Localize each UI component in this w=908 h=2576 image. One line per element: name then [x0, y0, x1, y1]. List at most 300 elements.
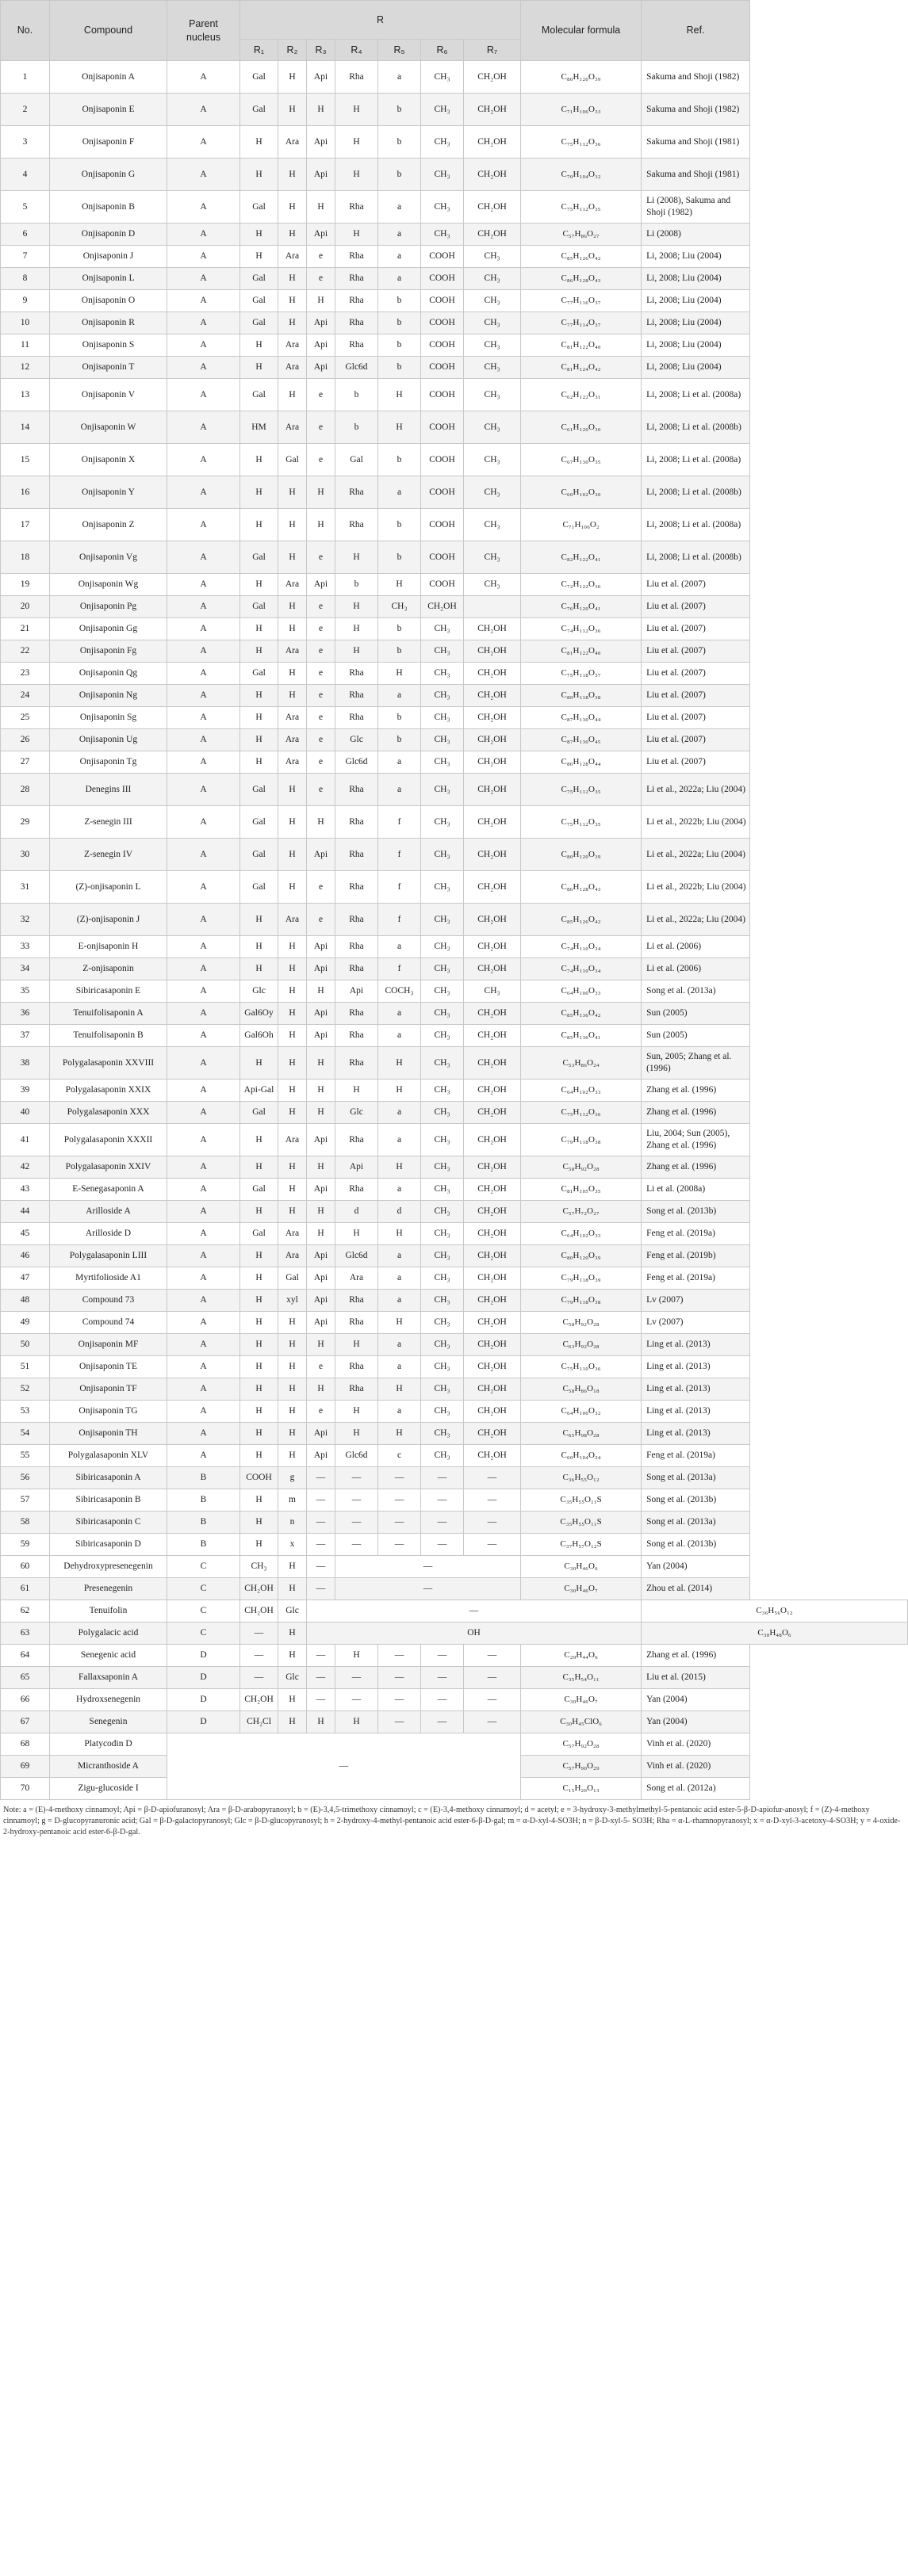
- cell-no: 48: [1, 1290, 50, 1312]
- cell-r3-r7: OH: [307, 1622, 642, 1645]
- cell-formula: C₆₅H₉₈O₂₈: [521, 1423, 642, 1445]
- cell-parent: A: [167, 126, 240, 159]
- cell-r3: e: [307, 871, 335, 904]
- cell-r1: H: [240, 751, 278, 774]
- cell-compound: Onjisaponin W: [50, 411, 167, 444]
- cell-r2: H: [278, 541, 307, 574]
- cell-r6: CH₃: [421, 61, 464, 94]
- cell-ref: Song et al. (2013b): [642, 1201, 750, 1223]
- cell-r3: Api: [307, 126, 335, 159]
- cell-r7: CH₂OH: [464, 1156, 521, 1179]
- cell-r3: —: [307, 1667, 335, 1689]
- cell-no: 68: [1, 1733, 50, 1756]
- cell-ref: Li et al., 2022a; Liu (2004): [642, 774, 750, 806]
- table-row: [1, 1423, 908, 1445]
- cell-r4: —: [335, 1489, 378, 1512]
- cell-parent: A: [167, 1378, 240, 1401]
- cell-parent: A: [167, 618, 240, 640]
- cell-r4: Glc6d: [335, 1245, 378, 1267]
- cell-parent: A: [167, 1124, 240, 1156]
- cell-parent: A: [167, 541, 240, 574]
- cell-no: 61: [1, 1578, 50, 1600]
- cell-r5: a: [378, 936, 421, 958]
- cell-ref: Li, 2008; Liu (2004): [642, 290, 750, 312]
- cell-r2: Ara: [278, 1223, 307, 1245]
- cell-r1: —: [240, 1622, 278, 1645]
- cell-r7: CH₂OH: [464, 729, 521, 751]
- cell-r7: CH₂OH: [464, 1201, 521, 1223]
- cell-formula: C₅₈H₈₆O₁₈: [521, 1378, 642, 1401]
- cell-formula: C₇₅H₁₁₂O₃₆: [521, 1102, 642, 1124]
- cell-r1: H: [240, 224, 278, 246]
- cell-r7: CH₂OH: [464, 1102, 521, 1124]
- cell-r1: H: [240, 1047, 278, 1080]
- cell-compound: Onjisaponin V: [50, 379, 167, 411]
- cell-r4: b: [335, 411, 378, 444]
- cell-r5: b: [378, 541, 421, 574]
- cell-r6: COOH: [421, 290, 464, 312]
- cell-r6: CH₃: [421, 839, 464, 871]
- table-row: [1, 1600, 908, 1622]
- cell-compound: Onjisaponin S: [50, 334, 167, 357]
- cell-r3: H: [307, 806, 335, 839]
- cell-r3: Api: [307, 1423, 335, 1445]
- cell-ref: Liu et al. (2007): [642, 618, 750, 640]
- cell-compound: Sibiricasaponin D: [50, 1534, 167, 1556]
- cell-no: 1: [1, 61, 50, 94]
- cell-compound: Polygalasaponin XXVIII: [50, 1047, 167, 1080]
- cell-compound: Sibiricasaponin E: [50, 980, 167, 1003]
- cell-r6: CH₃: [421, 806, 464, 839]
- cell-parent: A: [167, 509, 240, 541]
- table-row: [1, 246, 908, 268]
- cell-r1: H: [240, 159, 278, 191]
- table-row: [1, 509, 908, 541]
- cell-formula: C₈₀H₁₁₈O₃₈: [521, 685, 642, 707]
- cell-ref: Ling et al. (2013): [642, 1423, 750, 1445]
- cell-no: 20: [1, 596, 50, 618]
- cell-no: 45: [1, 1223, 50, 1245]
- cell-formula: C₇₀H₁₀₄O₃₂: [521, 159, 642, 191]
- cell-r5: b: [378, 707, 421, 729]
- cell-compound: Onjisaponin O: [50, 290, 167, 312]
- cell-r6: CH₃: [421, 1080, 464, 1102]
- cell-r3: e: [307, 268, 335, 290]
- cell-ref: Li, 2008; Li et al. (2008b): [642, 476, 750, 509]
- cell-formula: C₃₀H₄₅ClO₆: [521, 1711, 642, 1733]
- table-row: [1, 1556, 908, 1578]
- cell-ref: Song et al. (2013b): [642, 1534, 750, 1556]
- cell-compound: Onjisaponin F: [50, 126, 167, 159]
- table-row: [1, 1179, 908, 1201]
- cell-r4: Rha: [335, 663, 378, 685]
- cell-ref: Li (2008), Sakuma and Shoji (1982): [642, 191, 750, 224]
- cell-parent: A: [167, 334, 240, 357]
- cell-parent: A: [167, 379, 240, 411]
- cell-r7: CH₂OH: [464, 1223, 521, 1245]
- cell-r6: CH₃: [421, 126, 464, 159]
- cell-no: 58: [1, 1512, 50, 1534]
- cell-compound: Z-onjisaponin: [50, 958, 167, 980]
- cell-r1: H: [240, 509, 278, 541]
- cell-r7: CH₂OH: [464, 1267, 521, 1290]
- cell-r4: H: [335, 1223, 378, 1245]
- cell-r6: CH₃: [421, 1356, 464, 1378]
- cell-r7: CH₂OH: [464, 1179, 521, 1201]
- cell-r7: CH₂OH: [464, 640, 521, 663]
- cell-formula: C₂₉H₄₄O₆: [521, 1645, 642, 1667]
- cell-r4: Rha: [335, 290, 378, 312]
- cell-r3: H: [307, 1201, 335, 1223]
- cell-compound: Presenegenin: [50, 1578, 167, 1600]
- cell-formula: C₈₂H₁₂₂O₄₁: [521, 541, 642, 574]
- cell-compound: Onjisaponin Fg: [50, 640, 167, 663]
- cell-r7: CH₃: [464, 980, 521, 1003]
- cell-r3: Api: [307, 159, 335, 191]
- table-row: [1, 1667, 908, 1689]
- cell-formula: C₈₅H₁₃₆O₄₁: [521, 1025, 642, 1047]
- cell-r2: H: [278, 958, 307, 980]
- cell-r6: CH₃: [421, 936, 464, 958]
- cell-compound: E-onjisaponin H: [50, 936, 167, 958]
- cell-compound: Onjisaponin Gg: [50, 618, 167, 640]
- cell-r3: Api: [307, 958, 335, 980]
- cell-r4: Rha: [335, 1025, 378, 1047]
- header-r5: R₅: [378, 40, 421, 61]
- cell-formula: C₆₀H₁₀₂O₃₀: [521, 476, 642, 509]
- cell-parent: D: [167, 1689, 240, 1711]
- cell-r5: f: [378, 839, 421, 871]
- cell-compound: Onjisaponin T: [50, 357, 167, 379]
- cell-r7: CH₂OH: [464, 904, 521, 936]
- cell-r5: —: [378, 1689, 421, 1711]
- cell-r3: H: [307, 1080, 335, 1102]
- cell-ref: Song et al. (2013b): [642, 1489, 750, 1512]
- table-row: [1, 476, 908, 509]
- cell-r7: CH₃: [464, 541, 521, 574]
- cell-r5: a: [378, 1179, 421, 1201]
- cell-no: 9: [1, 290, 50, 312]
- cell-r1: H: [240, 1356, 278, 1378]
- cell-r6: CH₃: [421, 904, 464, 936]
- cell-r7: CH₂OH: [464, 1356, 521, 1378]
- cell-r3: Api: [307, 1179, 335, 1201]
- cell-no: 36: [1, 1003, 50, 1025]
- table-row: [1, 1356, 908, 1378]
- cell-r1: H: [240, 640, 278, 663]
- table-row: [1, 596, 908, 618]
- cell-r6: COOH: [421, 334, 464, 357]
- cell-r1: H: [240, 904, 278, 936]
- cell-r2: H: [278, 1356, 307, 1378]
- cell-r6: COOH: [421, 411, 464, 444]
- cell-r3: e: [307, 411, 335, 444]
- table-row: [1, 936, 908, 958]
- table-row: [1, 751, 908, 774]
- cell-r5: b: [378, 94, 421, 126]
- cell-r4: H: [335, 640, 378, 663]
- cell-r4: Api: [335, 980, 378, 1003]
- cell-compound: Sibiricasaponin C: [50, 1512, 167, 1534]
- cell-formula: C₈₆H₁₂₈O₄₃: [521, 871, 642, 904]
- cell-r7: CH₂OH: [464, 94, 521, 126]
- cell-ref: Li et al., 2022a; Liu (2004): [642, 839, 750, 871]
- cell-compound: Onjisaponin TF: [50, 1378, 167, 1401]
- cell-r1: H: [240, 707, 278, 729]
- cell-compound: Polygalasaponin LIII: [50, 1245, 167, 1267]
- cell-r6: CH₃: [421, 224, 464, 246]
- cell-r2: Ara: [278, 1245, 307, 1267]
- cell-r7: —: [464, 1512, 521, 1534]
- cell-ref: Liu et al. (2007): [642, 574, 750, 596]
- table-row: [1, 1312, 908, 1334]
- cell-r6: CH₃: [421, 1378, 464, 1401]
- cell-no: 46: [1, 1245, 50, 1267]
- cell-r4: Glc: [335, 1102, 378, 1124]
- table-row: [1, 1201, 908, 1223]
- cell-ref: Liu, 2004; Sun (2005), Zhang et al. (1996): [642, 1124, 750, 1156]
- cell-r5: b: [378, 312, 421, 334]
- cell-ref: Li et al., 2022a; Liu (2004): [642, 904, 750, 936]
- table-body: [1, 61, 908, 1556]
- cell-ref: Li, 2008; Liu (2004): [642, 312, 750, 334]
- cell-compound: Tenuifolisaponin B: [50, 1025, 167, 1047]
- cell-r5: f: [378, 904, 421, 936]
- cell-formula: C₅₇H₉₂O₂₈: [521, 1733, 642, 1756]
- cell-r2: H: [278, 663, 307, 685]
- cell-no: 53: [1, 1401, 50, 1423]
- cell-no: 39: [1, 1080, 50, 1102]
- cell-r1: —: [240, 1645, 278, 1667]
- cell-r2: Ara: [278, 246, 307, 268]
- table-row: [1, 574, 908, 596]
- cell-ref: Liu et al. (2007): [642, 751, 750, 774]
- cell-parent: A: [167, 224, 240, 246]
- cell-r1: CH₂OH: [240, 1689, 278, 1711]
- cell-r3: Api: [307, 936, 335, 958]
- cell-r1: Gal: [240, 268, 278, 290]
- table-row: [1, 871, 908, 904]
- cell-compound: Onjisaponin Qg: [50, 663, 167, 685]
- cell-compound: Sibiricasaponin B: [50, 1489, 167, 1512]
- cell-r6: CH₃: [421, 1025, 464, 1047]
- cell-r7: CH₂OH: [464, 751, 521, 774]
- cell-r4: H: [335, 618, 378, 640]
- cell-parent: A: [167, 1223, 240, 1245]
- cell-formula: C₇₂H₁₂₂O₃₆: [521, 574, 642, 596]
- cell-r4: —: [335, 1512, 378, 1534]
- cell-r2: m: [278, 1489, 307, 1512]
- cell-no: 30: [1, 839, 50, 871]
- cell-r1: HM: [240, 411, 278, 444]
- cell-ref: Liu et al. (2007): [642, 729, 750, 751]
- cell-r3: Api: [307, 1312, 335, 1334]
- cell-r2: H: [278, 1334, 307, 1356]
- cell-r3: e: [307, 541, 335, 574]
- cell-no: 28: [1, 774, 50, 806]
- cell-parent: A: [167, 904, 240, 936]
- cell-r7: CH₂OH: [464, 839, 521, 871]
- cell-no: 41: [1, 1124, 50, 1156]
- cell-r5: —: [378, 1489, 421, 1512]
- cell-r2: H: [278, 1578, 307, 1600]
- cell-compound: Z-senegin IV: [50, 839, 167, 871]
- cell-no: 67: [1, 1711, 50, 1733]
- cell-parent: A: [167, 1201, 240, 1223]
- table-row: [1, 334, 908, 357]
- cell-r4: Rha: [335, 1290, 378, 1312]
- table-row: [1, 1711, 908, 1733]
- cell-formula: C₈₅H₁₂₆O₄₂: [521, 246, 642, 268]
- cell-r5: a: [378, 1401, 421, 1423]
- cell-r6: CH₃: [421, 1156, 464, 1179]
- cell-r2: Ara: [278, 640, 307, 663]
- cell-r5: a: [378, 1102, 421, 1124]
- cell-r4: Rha: [335, 806, 378, 839]
- cell-r5: COCH₃: [378, 980, 421, 1003]
- cell-r4: Rha: [335, 268, 378, 290]
- cell-r3: —: [307, 1645, 335, 1667]
- cell-r7: CH₂OH: [464, 159, 521, 191]
- cell-r4: Rha: [335, 839, 378, 871]
- cell-compound: Onjisaponin G: [50, 159, 167, 191]
- table-row: [1, 159, 908, 191]
- cell-ref: Ling et al. (2013): [642, 1378, 750, 1401]
- cell-r1: H: [240, 1245, 278, 1267]
- cell-r5: f: [378, 871, 421, 904]
- cell-parent: A: [167, 159, 240, 191]
- cell-r2: H: [278, 1711, 307, 1733]
- cell-r3: H: [307, 476, 335, 509]
- cell-ref: Sakuma and Shoji (1981): [642, 126, 750, 159]
- cell-r1: Gal: [240, 663, 278, 685]
- cell-r7: CH₂OH: [464, 1423, 521, 1445]
- cell-r7: CH₃: [464, 379, 521, 411]
- cell-parent: A: [167, 246, 240, 268]
- cell-formula: C₈₁H₁₂₂O₄₀: [521, 640, 642, 663]
- cell-r4: H: [335, 224, 378, 246]
- cell-compound: Onjisaponin Ug: [50, 729, 167, 751]
- cell-compound: Arilloside A: [50, 1201, 167, 1223]
- cell-no: 27: [1, 751, 50, 774]
- cell-ref: Li et al., 2022b; Liu (2004): [642, 871, 750, 904]
- cell-no: 50: [1, 1334, 50, 1356]
- cell-compound: Tenuifolisaponin A: [50, 1003, 167, 1025]
- cell-r3: e: [307, 618, 335, 640]
- table-row: [1, 1080, 908, 1102]
- cell-r6: CH₃: [421, 1124, 464, 1156]
- cell-r7: CH₃: [464, 268, 521, 290]
- cell-r2: g: [278, 1467, 307, 1489]
- cell-no: 44: [1, 1201, 50, 1223]
- cell-no: 47: [1, 1267, 50, 1290]
- cell-r7: —: [464, 1689, 521, 1711]
- cell-compound: Compound 73: [50, 1290, 167, 1312]
- table-row: [1, 1267, 908, 1290]
- header-r1: R₁: [240, 40, 278, 61]
- cell-r7: —: [464, 1667, 521, 1689]
- cell-r6: —: [421, 1711, 464, 1733]
- cell-r1: H: [240, 357, 278, 379]
- cell-r4: H: [335, 94, 378, 126]
- cell-r2: Glc: [278, 1667, 307, 1689]
- cell-r5: a: [378, 1267, 421, 1290]
- cell-formula: C₇₄H₁₁₀O₃₄: [521, 958, 642, 980]
- cell-parent: B: [167, 1467, 240, 1489]
- cell-r1: H: [240, 1489, 278, 1512]
- table-row: [1, 1047, 908, 1080]
- cell-formula: C₇₅H₁₁₀O₃₆: [521, 1356, 642, 1378]
- cell-r5: b: [378, 126, 421, 159]
- cell-compound: Onjisaponin Z: [50, 509, 167, 541]
- cell-compound: Onjisaponin MF: [50, 1334, 167, 1356]
- table-row: [1, 618, 908, 640]
- cell-r3: Api: [307, 574, 335, 596]
- cell-r6: COOH: [421, 312, 464, 334]
- cell-formula: C₇₉H₁₁₈O₃₈: [521, 1290, 642, 1312]
- cell-ref: Zhou et al. (2014): [642, 1578, 750, 1600]
- cell-r1: H: [240, 1401, 278, 1423]
- cell-formula: C₈₀H₁₂₀O₃₉: [521, 61, 642, 94]
- cell-ref: Feng et al. (2019a): [642, 1223, 750, 1245]
- cell-r7: CH₃: [464, 476, 521, 509]
- cell-no: 4: [1, 159, 50, 191]
- cell-r5: H: [378, 1080, 421, 1102]
- cell-r3: H: [307, 1102, 335, 1124]
- cell-r7: CH₂OH: [464, 1003, 521, 1025]
- cell-r7: CH₂OH: [464, 1445, 521, 1467]
- cell-r6: CH₃: [421, 751, 464, 774]
- cell-ref: Zhang et al. (1996): [642, 1156, 750, 1179]
- cell-r2: Ara: [278, 707, 307, 729]
- cell-r5: —: [378, 1667, 421, 1689]
- cell-r5: a: [378, 1124, 421, 1156]
- cell-r2: H: [278, 1312, 307, 1334]
- cell-formula: C₃₀H₄₈O₆: [642, 1622, 908, 1645]
- cell-r6: COOH: [421, 541, 464, 574]
- cell-formula: C₇₄H₁₁₂O₃₆: [521, 618, 642, 640]
- cell-r6: COOH: [421, 509, 464, 541]
- cell-parent: A: [167, 1401, 240, 1423]
- cell-r7: CH₂OH: [464, 1290, 521, 1312]
- cell-r2: Ara: [278, 904, 307, 936]
- cell-no: 59: [1, 1534, 50, 1556]
- table-row: [1, 958, 908, 980]
- cell-r6: —: [421, 1467, 464, 1489]
- cell-parent: C: [167, 1556, 240, 1578]
- cell-parent: A: [167, 707, 240, 729]
- cell-ref: Zhang et al. (1996): [642, 1080, 750, 1102]
- cell-r2: H: [278, 1445, 307, 1467]
- cell-formula: C₆₄H₁₀₀O₃₂: [521, 1401, 642, 1423]
- cell-r1: CH₂Cl: [240, 1711, 278, 1733]
- table-row: [1, 268, 908, 290]
- cell-parent: A: [167, 1025, 240, 1047]
- cell-r1: Gal: [240, 774, 278, 806]
- header-molecular-formula: Molecular formula: [521, 1, 642, 61]
- cell-r3: Api: [307, 1290, 335, 1312]
- cell-compound: Onjisaponin TE: [50, 1356, 167, 1378]
- cell-parent: C: [167, 1622, 240, 1645]
- cell-ref: Song et al. (2013a): [642, 980, 750, 1003]
- cell-r3: —: [307, 1689, 335, 1711]
- cell-r2: H: [278, 618, 307, 640]
- cell-r4: Rha: [335, 334, 378, 357]
- table-row: [1, 1025, 908, 1047]
- cell-no: 63: [1, 1622, 50, 1645]
- cell-r5: CH₃: [378, 596, 421, 618]
- cell-r2: H: [278, 1156, 307, 1179]
